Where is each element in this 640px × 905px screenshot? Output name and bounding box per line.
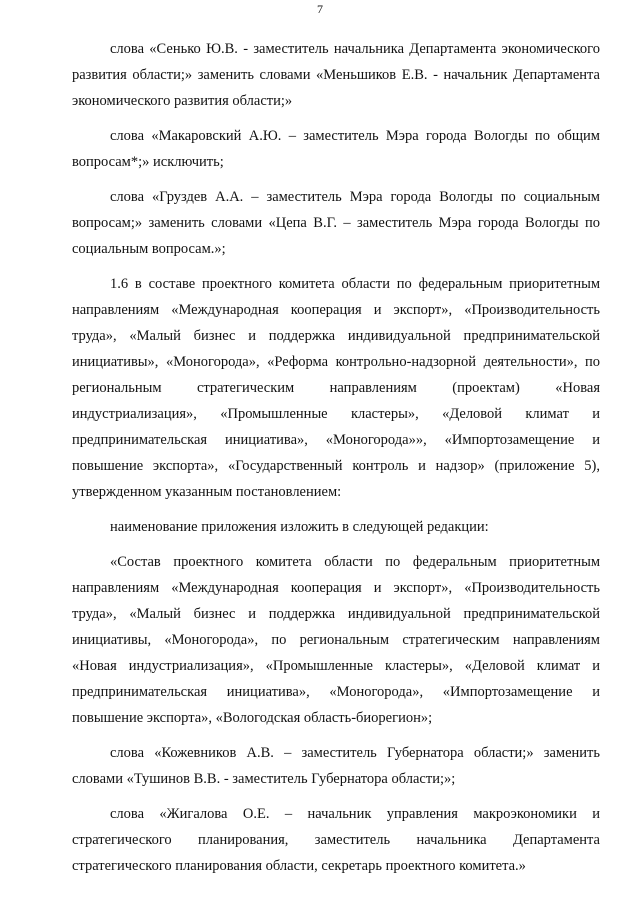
paragraph-appendix-title-instruction: наименование приложения изложить в следующей редакции: [110,519,489,535]
paragraph-gruzdev-replacement: слова «Груздев А.А. – заместитель Мэра города Вологды по социальным вопросам;» заменить словами «Цепа В.Г. – заместитель Мэра города Вологды по социальным вопросам.»; [72,189,600,257]
paragraph-makarovsky-exclusion: слова «Макаровский А.Ю. – заместитель Мэра города Вологды по общим вопросам*;» исключить; [72,128,600,170]
document-body [72,36,600,888]
paragraph-new-appendix-title: «Состав проектного комитета области по федеральным приоритетным направлениям «Международная кооперация и экспорт», «Производительность труда», «Малый бизнес и поддержка индивидуальной предпринимательской инициативы, «Моногорода», по региональным стратегическим направлениям «Новая индустриализация», «Промышленные кластеры», «Деловой климат и предпринимательская инициатива», «Моногорода», «Импортозамещение и повышение экспорта», «Вологодская область-биорегион»; [72,554,600,726]
page-number: 7 [317,2,323,16]
paragraph-zhigalova: слова «Жигалова О.Е. – начальник управления макроэкономики и стратегического планирования, заместитель начальника Департамента стратегического планирования области, секретарь проектного комитета.» [72,806,600,874]
paragraph-kozhevnikov-replacement: слова «Кожевников А.В. – заместитель Губернатора области;» заменить словами «Тушинов В.В. - заместитель Губернатора области;»; [72,745,600,787]
paragraph-senko-replacement: слова «Сенько Ю.В. - заместитель начальника Департамента экономического развития области;» заменить словами «Меньшиков Е.В. - начальник Департамента экономического развития области;» [72,41,600,109]
paragraph-item-1-6: 1.6 в составе проектного комитета области по федеральным приоритетным направлениям «Международная кооперация и экспорт», «Производительность труда», «Малый бизнес и поддержка индивидуальной предпринимательской инициативы», «Моногорода», «Реформа контрольно-надзорной деятельности», по региональным стратегическим направлениям (проектам) «Новая индустриализация», «Промышленные кластеры», «Деловой климат и предпринимательская инициатива», «Моногорода»», «Импортозамещение и повышение экспорта», «Государственный контроль и надзор» (приложение 5), утвержденном указанным постановлением: [72,276,600,500]
